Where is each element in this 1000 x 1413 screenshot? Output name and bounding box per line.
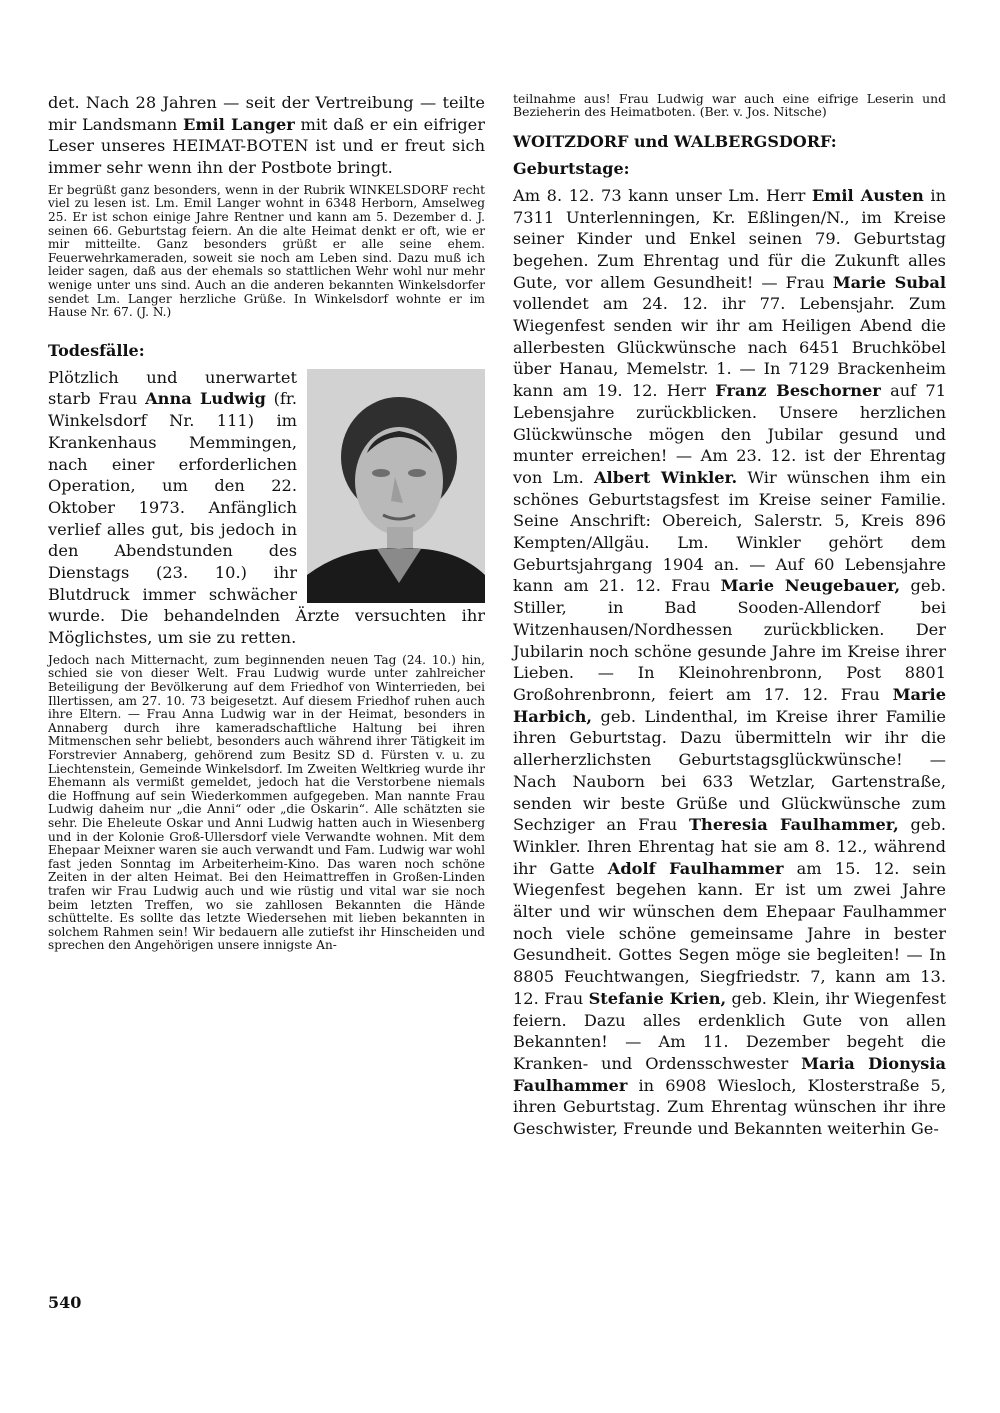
person-name: Adolf Faulhammer — [607, 858, 784, 878]
text-run: mit daß er ein eifriger Leser unseres HEIMAT-BOTEN ist und er freut sich immer sehr wenn ihn der Postbote bringt. — [48, 114, 486, 178]
text-run: det. Nach 28 Jahren — seit der Vertreibung — teilte mir Landsmann — [48, 93, 485, 134]
person-name: Anna Ludwig — [145, 389, 266, 409]
section-heading-deaths: Todesfälle: — [48, 340, 145, 360]
person-name: Emil Austen — [811, 185, 924, 205]
obituary-continuation: teilnahme aus! Frau Ludwig war auch eine eifrige Leserin und Bezieherin des Heimatboten. (Ber. v. Jos. Nitsche) — [513, 91, 946, 120]
portrait-photo-icon — [307, 369, 485, 603]
section-heading-birthdays: Geburtstage: — [513, 158, 630, 178]
person-name: Marie Harbich, — [513, 684, 946, 726]
person-name: Maria Dionysia Faulhammer — [513, 1053, 947, 1095]
text-run: vollendet am 24. 12. ihr 77. Lebensjahr. Zum Wiegenfest senden wir ihr am Heiligen Abend die allerbesten Glückwünsche nach 6451 Bruchköbel über Hanau, Memelstr. 1. — In 7129 Brackenheim kann am 19. 12. Herr — [513, 294, 946, 401]
article-langer-intro — [48, 92, 485, 179]
text-run: in 6908 Wiesloch, Klosterstraße 5, ihren Geburtstag. Zum Ehrentag wünschen ihr ihre Geschwister, Freunde und Bekannten weiterhin Ge- — [513, 1075, 946, 1139]
section-heading-place: WOITZDORF und WALBERGSDORF: — [513, 131, 837, 151]
obituary-details: Jedoch nach Mitternacht, zum beginnenden neuen Tag (24. 10.) hin, schied sie von dieser Welt. Frau Ludwig wurde unter zahlreicher Beteiligung der Bevölkerung auf dem Friedhof von Winterrieden, bei Illertissen, am 27. 10. 73 beigesetzt. Auf diesem Friedhof ruhen auch ihre Eltern. — Frau Anna Ludwig war in der Heimat, besonders in Annaberg durch ihre kameradschaftliche Haltung bei ihren Mitmenschen sehr beliebt, besonders auch während ihrer Tätigkeit im Forstrevier Annaberg, gehörend zum Besitz SD d. Fürsten v. u. zu Liechtenstein, Gemeinde Winkelsdorf. Im Zweiten Weltkrieg wurde ihr Ehemann als vermißt gemeldet, jedoch hat die Verstorbene niemals die Hoffnung auf sein Wiederkommen aufgegeben. Man nannte Frau Ludwig daheim nur „die Anni“ oder „die Oskarin“. Alle schätzten sie sehr. Die Eheleute Oskar und Anni Ludwig hatten auch in Wiesenberg und in der Kolonie Groß-Ullersdorf viele Verwandte wohnen. Mit dem Ehepaar Meixner waren sie auch verwandt und Fam. Ludwig war wohl fast jeden Sonntag im Arbeiterheim-Kino. Das waren noch schöne Zeiten in der alten Heimat. Bei den Heimattreffen in Großen-Linden trafen wir Frau Ludwig auch und wie rüstig und vital war sie noch beim letzten Treffen, wo sie zahllosen Bekannten die Hände schüttelte. Es sollte das letzte Wiedersehen mit lieben bekannten in solchem Rahmen sein! Wir bedauern alle zutiefst ihr Hinscheiden und sprechen den Angehörigen unsere innigste An- — [48, 652, 485, 953]
obituary-block — [48, 367, 485, 649]
text-run: auf 71 Lebensjahre zurückblicken. Unsere herzlichen Glückwünsche mögen den Jubilar gesund und munter erreichen! — Am 23. 12. ist der Ehrentag von Lm. — [513, 381, 946, 487]
text-run: Wir wünschen ihm ein schönes Geburtstagsfest im Kreise seiner Familie. Seine Anschrift: Obereich, Salerstr. 5, Kreis 896 Kempten/Allgäu. Lm. Winkler gehört dem Geburtsjahrgang 1904 an. — Auf 60 Lebensjahre kann am 21. 12. Frau — [513, 467, 946, 596]
person-name: Franz Beschorner — [715, 381, 881, 401]
text-run: geb. Winkler. Ihren Ehrentag hat sie am 8. 12., während ihr Gatte — [513, 815, 947, 878]
person-name: Stefanie Krien, — [588, 988, 727, 1008]
birthdays-text — [513, 185, 946, 1140]
article-langer-body: Er begrüßt ganz besonders, wenn in der Rubrik WINKELSDORF recht viel zu lesen ist. Lm. Emil Langer wohnt in 6348 Herborn, Amselweg 25. Er ist schon einige Jahre Rentner und kann am 5. Dezember d. J. seinen 66. Geburtstag feiern. An die alte Heimat denkt er oft, wie er mir mitteilte. Ganz besonders grüßt er alle seine ehem. Feuerwehrkameraden, soweit sie noch am Leben sind. Dazu muß ich leider sagen, daß aus der ehemals so stattlichen Wehr wohl nur mehr wenige unter uns sind. Auch an die anderen bekannten Winkelsdorfer sendet Lm. Langer herzliche Grüße. In Winkelsdorf wohnte er im Hause Nr. 67. (J. N.) — [48, 182, 485, 320]
page-number: 540 — [48, 1293, 82, 1312]
text-run: geb. Lindenthal, im Kreise ihrer Familie ihren Geburtstag. Dazu übermitteln wir ihr die allerherzlichsten Geburtstagsglückwünsche! — Nach Nauborn bei 633 Wetzlar, Gartenstraße, senden wir beste Grüße und Glückwünsche zum Sechziger an Frau — [513, 706, 946, 835]
text-run: geb. Stiller, in Bad Sooden-Allendorf bei Witzenhausen/Nordhessen zurückblicken. Der Jubilarin noch schöne gesunde Jahre im Kreise ihrer Lieben. — In Kleinohrenbronn, Post 8801 Großohrenbronn, feiert am 17. 12. Frau — [513, 576, 946, 704]
text-run: geb. Klein, ihr Wiegenfest feiern. Dazu alles erdenklich Gute von allen Bekannten! — Am 11. Dezember begeht die Kranken- und Ordensschwester — [513, 988, 946, 1073]
text-run: am 15. 12. sein Wiegenfest begehen kann. Er ist um zwei Jahre älter und wir wünschen dem Ehepaar Faulhammer noch viele schöne gemeinsame Jahre in bester Gesundheit. Gottes Segen möge sie begleiten! — In 8805 Feuchtwangen, Siegfriedstr. 7, kann am 13. 12. Frau — [513, 858, 947, 1008]
text-run: Am 8. 12. 73 kann unser Lm. Herr — [513, 185, 812, 205]
left-column — [48, 92, 485, 953]
person-name: Marie Subal — [832, 272, 947, 292]
person-name: Emil Langer — [183, 114, 295, 134]
person-name: Theresia Faulhammer, — [689, 815, 899, 835]
right-column — [513, 92, 946, 1140]
text-run: (fr. Winkelsdorf Nr. 111) im Krankenhaus Memmingen, nach einer erforderlichen Operation, um den 22. Oktober 1973. Anfänglich verlief alles gut, bis jedoch in den Abendstunden des Dienstags (23. 10.) ihr Blutdruck immer schwächer wurde. Die behandelnden Ärzte versuchten ihr Möglichstes, um sie zu retten. — [48, 389, 485, 648]
text-run: in 7311 Unterlenningen, Kr. Eßlingen/N., im Kreise seiner Kinder und Enkel seinen 79. Geburtstag begehen. Zum Ehrentag und für die Zukunft alles Gute, vor allem Gesundheit! — Frau — [513, 185, 946, 292]
text-run: Plötzlich und unerwartet starb Frau — [48, 367, 297, 409]
person-name: Marie Neugebauer, — [720, 576, 901, 596]
portrait-photo — [307, 369, 485, 603]
person-name: Albert Winkler. — [594, 467, 738, 487]
